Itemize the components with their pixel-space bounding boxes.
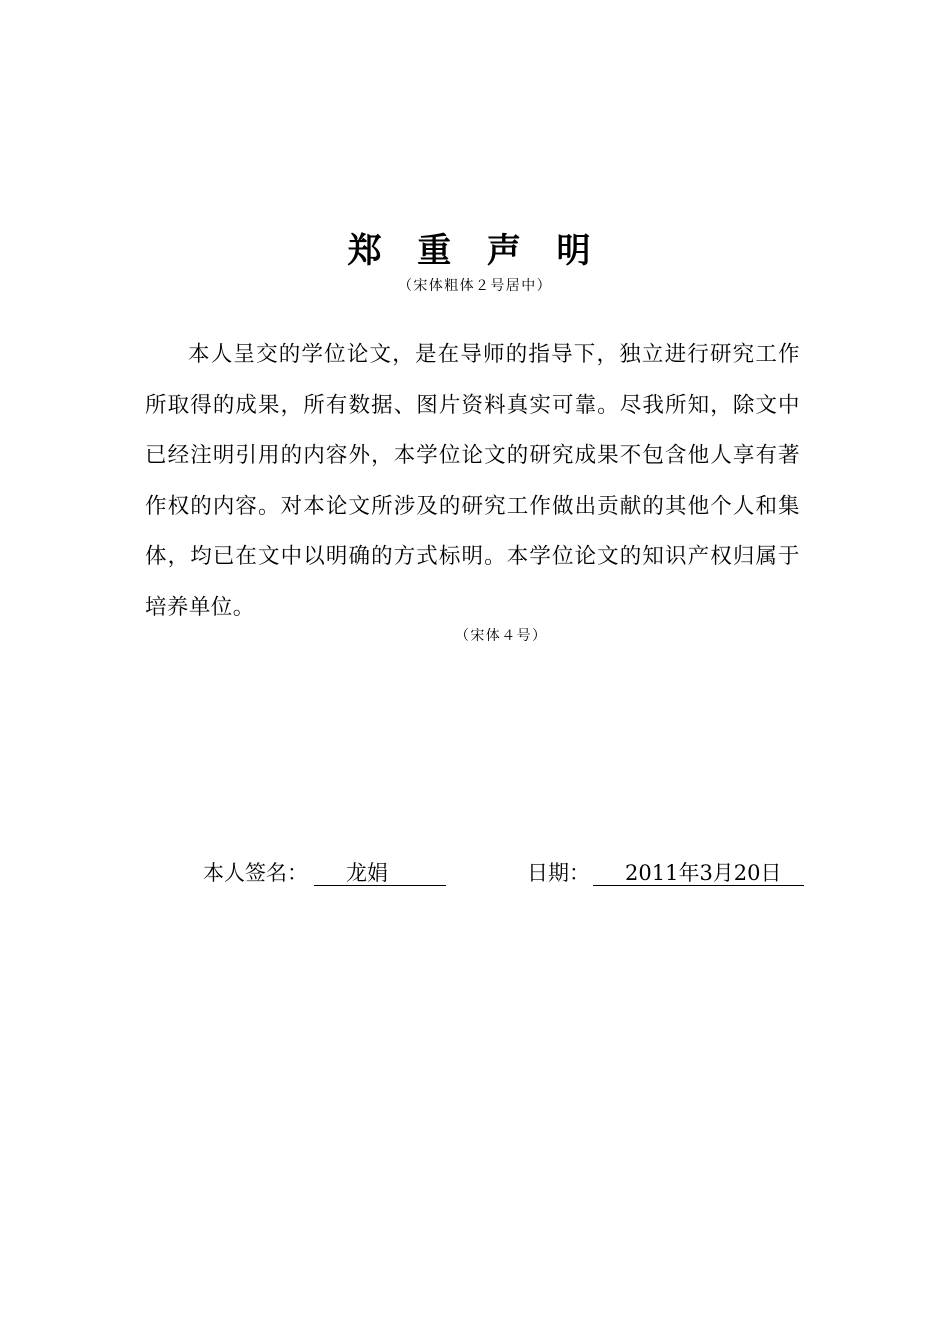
date-value: 2011年3月20日 bbox=[593, 856, 804, 886]
declaration-title: 郑 重 声 明 bbox=[347, 231, 603, 271]
signature-value: 龙娟 bbox=[314, 856, 446, 886]
signature-label: 本人签名： bbox=[203, 861, 308, 885]
date-label: 日期： bbox=[527, 861, 590, 885]
body-format-note: （宋体４号） bbox=[455, 628, 548, 644]
title-format-note: （宋体粗体２号居中） bbox=[398, 278, 552, 294]
declaration-body: 本人呈交的学位论文，是在导师的指导下，独立进行研究工作所取得的成果，所有数据、图片资料真实可靠。尽我所知，除文中已经注明引用的内容外，本学位论文的研究成果不包含他人享有著作权的内容。对本论文所涉及的研究工作做出贡献的其他个人和集体，均已在文中以明确的方式标明。本学位论文的知识产权归属于培养单位。 bbox=[145, 342, 800, 620]
signature-row bbox=[0, 856, 950, 890]
